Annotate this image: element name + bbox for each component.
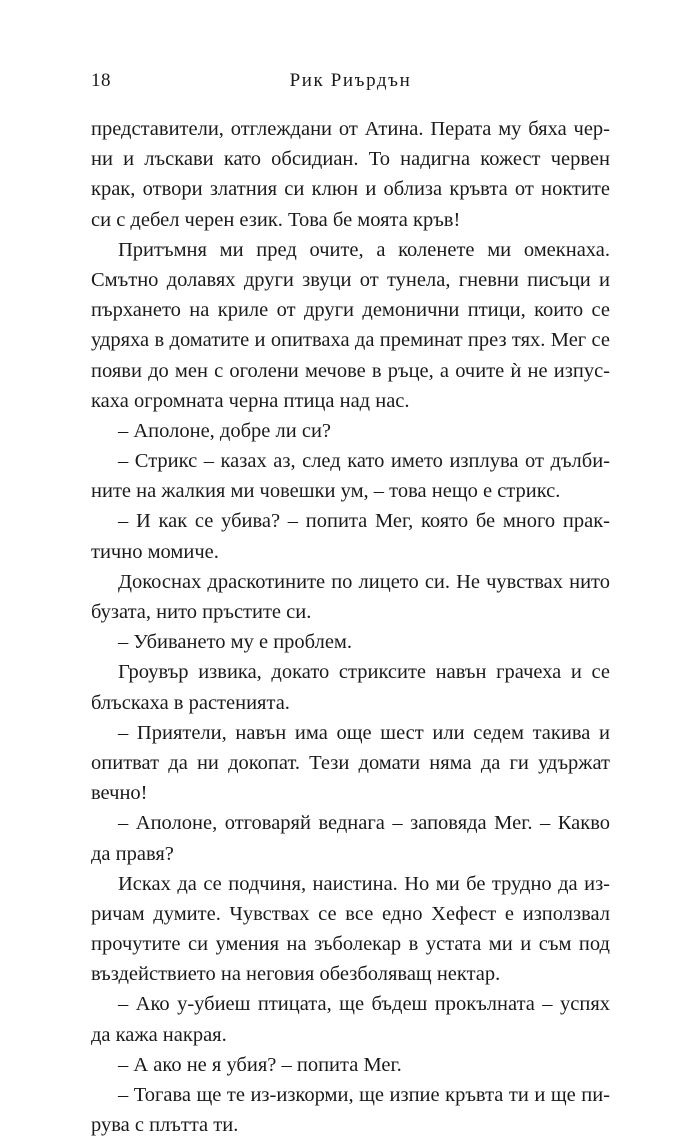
- text-line: вечно!: [91, 782, 148, 805]
- text-line: ните на жалкия ми човешки ум, – това нещо е стрикс.: [91, 480, 561, 503]
- text-line: – Аполоне, отговаряй веднага – заповядa Мег. – Какво: [118, 812, 610, 835]
- text-line: ни и лъскави като обсидиан. То надигна кожест червен: [91, 148, 610, 171]
- text-line: – Убиването му е проблем.: [118, 631, 353, 654]
- text-line: блъскаха в растенията.: [91, 691, 290, 714]
- text-line: прочутите си умения на зъболекар в устата ми и съм под: [91, 933, 610, 956]
- text-line: Исках да се подчиня, наистина. Но ми бе трудно да из-: [118, 872, 610, 895]
- text-line: да правя?: [91, 842, 174, 865]
- text-line: Притъмня ми пред очите, а коленете ми омекнаха.: [118, 238, 610, 261]
- text-line: появи до мен с оголени мечове в ръце, а очите ѝ не изпус-: [91, 359, 610, 382]
- text-line: рува с плътта ти.: [91, 1114, 239, 1137]
- text-line: Гроувър извика, докато стриксите навън грачеха и се: [118, 661, 610, 684]
- page-number: 18: [91, 70, 111, 91]
- text-line: пърхането на криле от други демонични птици, които се: [91, 299, 610, 322]
- text-line: – И как се убива? – попита Мег, която бе много прак-: [118, 510, 610, 533]
- text-line: – Аполоне, добре ли си?: [118, 419, 332, 442]
- text-line: бузата, нито пръстите си.: [91, 601, 312, 623]
- text-line: ричам думите. Чувствах се все едно Хефест е използвал: [91, 902, 610, 925]
- text-line: каха огромната черна птица над нас.: [91, 389, 410, 412]
- text-line: опитват да ни докопат. Тези домати няма да ги удържат: [91, 751, 610, 774]
- text-line: Смътно долавях други звуци от тунела, гневни писъци и: [91, 268, 610, 291]
- running-title: Рик Риърдън: [289, 70, 412, 91]
- text-line: – Тогава ще те из-изкорми, ще изпие кръвта ти и ще пи-: [118, 1084, 610, 1106]
- page-header: [91, 70, 610, 96]
- text-line: – Приятели, навън има още шест или седем такива и: [118, 721, 610, 744]
- text-line: – Стрикс – казах аз, след като името изплува от дълби-: [118, 450, 610, 473]
- text-line: удряха в доматите и опитваха да преминат през тях. Мег се: [91, 329, 610, 352]
- text-line: тично момиче.: [91, 540, 219, 563]
- text-line: въздействието на неговия обезболяващ нектар.: [91, 963, 501, 986]
- text-line: крак, отвори златния си клюн и облиза кръвта от ноктите: [91, 178, 610, 201]
- text-line: си с дебел черен език. Това бе моята кръв!: [91, 208, 461, 231]
- body-text: [91, 114, 610, 1140]
- text-line: да кажа накрая.: [91, 1023, 227, 1046]
- text-line: – А ако не я убия? – попита Мег.: [118, 1053, 402, 1076]
- text-line: – Ако у-убиеш птицата, ще бъдеш прокълната – успях: [118, 993, 610, 1016]
- text-line: представители, отглеждани от Атина. Перата му бяха чер-: [91, 118, 610, 140]
- text-line: Докоснах драскотините по лицето си. Не чувствах нито: [118, 570, 610, 593]
